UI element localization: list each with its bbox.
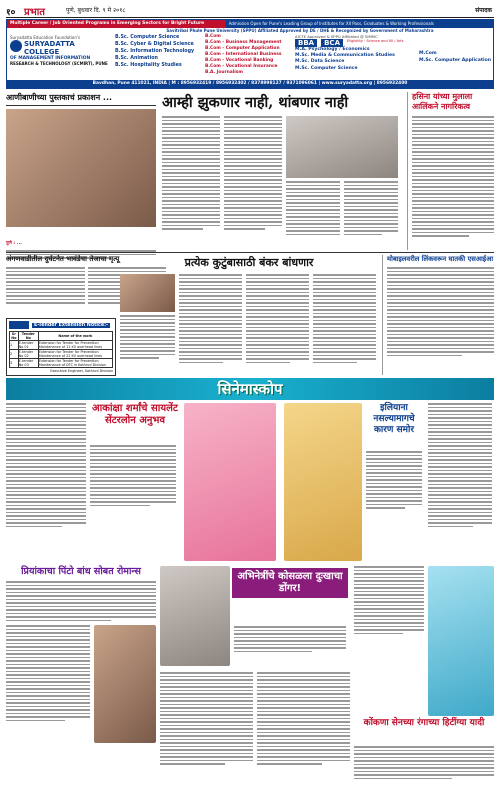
ad-logo-block: Suryadatta Education Foundation's SURYADATTA COLLEGE OF MANAGEMENT INFORMATION RESEARCH & TECHNOLOGY (SCMIRT), PUNE: [10, 35, 108, 66]
ileana-headline: इलियाना नसल्यामागचे कारण समोर: [373, 403, 415, 435]
college-advertisement: [6, 19, 494, 89]
section-divider: [6, 252, 494, 253]
article-headline: आणीबाणीच्या पुस्तकाचं प्रकाशन ...: [6, 92, 156, 106]
cinema-abhinetri: [160, 566, 350, 792]
ad-affiliation: Savitribai Phule Pune University (SPPU) Affiliated Approved by DE / DHE & Recognized by Government of Maharashtra: [166, 28, 434, 33]
article-photo: [6, 109, 156, 227]
ileana-photo: [284, 403, 362, 561]
article-book-launch: [6, 92, 156, 250]
photo-caption: पुणे : ...: [6, 229, 156, 259]
cinema-aakansha: [90, 403, 280, 563]
bunker-photo: [120, 274, 175, 312]
article-hasina: [407, 92, 494, 250]
ad-strip: Multiple Career / Job Oriented Programs in Emerging Sectors for Bright Future Admission Open for Pune's Leading Group of Institutes for XII Pass, Graduates & Working Professionals: [7, 20, 493, 28]
ad-course-list-2: B.Com B.Com - Business Management B.Com - Computer Application B.Com - International Business B.Com - Vocational Banking B.Com - Vocational Insurance B.A. Journalism: [205, 34, 282, 75]
page-number: १०: [6, 8, 16, 18]
abhinetri-headline: अभिनेत्रींचे कोसळला दुःखाचा डोंगर!: [232, 568, 348, 598]
cinema-article-left: [6, 403, 86, 563]
paper-name: प्रभात: [24, 7, 46, 18]
aakansha-headline: आकांक्षा शर्मांचे सायलेंट सेंटरलोन अनुभव: [92, 403, 178, 426]
priyanka-headline: प्रियांकाचा पिंटो बांध सोबत रोमान्स: [21, 566, 141, 577]
article-bunker: [120, 255, 378, 375]
priyanka-photo: [94, 625, 156, 743]
cinema-konkona: [354, 566, 494, 792]
cinema-ileana: [284, 403, 494, 563]
article-headline: मोबाइलवरील लिंकवरून घातकी एसआईआ: [387, 255, 494, 263]
tender-notice: E-Tender Extension Notice:- Sr No Tender No Name of the work 1 E-tender No 01 Extension for Tender for Prevention Maintenance of 11 KV overhead lines 2 E-tender No 02 Extension for Tender for Prevention Maintenance of 22 KV overhead lines 3 E-tender No 03 Extension for Tender for Prevention Maintenance of DTC in Kothrud Division Executive Engineer, Kothrud Division: [6, 318, 116, 376]
section-name: संपादक: [475, 7, 492, 14]
abhinetri-photo: [160, 566, 230, 666]
ad-logo-icon: [10, 40, 22, 52]
article-headline: अंगणवाडीतील दुर्घटनेत भावंडेचा तेजाचा मृत्यू: [6, 255, 120, 263]
konkona-photo: [428, 566, 494, 716]
cinema-priyanka: [6, 566, 156, 792]
article-mobile-link: [382, 255, 494, 375]
article-headline: हसिना यांच्या मुलाला आलिंकने नागरिकत्व: [412, 92, 473, 111]
masthead: [6, 4, 494, 18]
ad-course-list-1: B.Sc. Computer Science B.Sc. Cyber & Digital Science B.Sc. Information Technology B.Sc. Animation B.Sc. Hospitality Studies: [115, 35, 195, 68]
article-modi: [162, 92, 402, 250]
modi-photo: [286, 116, 398, 178]
article-headline: आम्ही झुकणार नाही, थांबणार नाही: [162, 94, 349, 111]
ad-course-list-4: M.Com M.Sc. Computer Application: [419, 51, 492, 63]
ad-footer: Bavdhan, Pune 411021, INDIA | M : 8956932419 / 8956932402 / 8378998127 / 9371096061 | www.suryadatta.org | 8956932400: [7, 80, 493, 88]
konkona-headline: कोंकणा सेनच्या रंगाच्या हिटींग्या यादी: [363, 718, 485, 728]
city-date: पुणे, बुधवार दि. ९ मे २०१८: [66, 7, 126, 14]
ad-course-block-3: AICTE Approved & SPPU Affiliated @ SIMMC BBA BCA Eligibility : Science and XII / Arts M.A. Psychology / Economics M.Sc. Media & Communication Studies M.Sc. Data Science M.Sc. Computer Science: [295, 34, 404, 71]
cinemascope-banner: सिनेमास्कोप: [6, 378, 494, 400]
aakansha-photo: [184, 403, 276, 561]
article-headline: प्रत्येक कुटुंबासाठी बंकर बांधणार: [184, 256, 314, 269]
mahavitaran-logo: [9, 321, 29, 329]
tender-table: Sr No Tender No Name of the work 1 E-tender No 01 Extension for Tender for Prevention Maintenance of 11 KV overhead lines 2 E-tender No 02 Extension for Tender for Prevention Maintenance of 22 KV overhead lines 3 E-tender No 03 Extension for Tender for Prevention Maintenance of DTC in Kothrud Division: [9, 331, 113, 368]
